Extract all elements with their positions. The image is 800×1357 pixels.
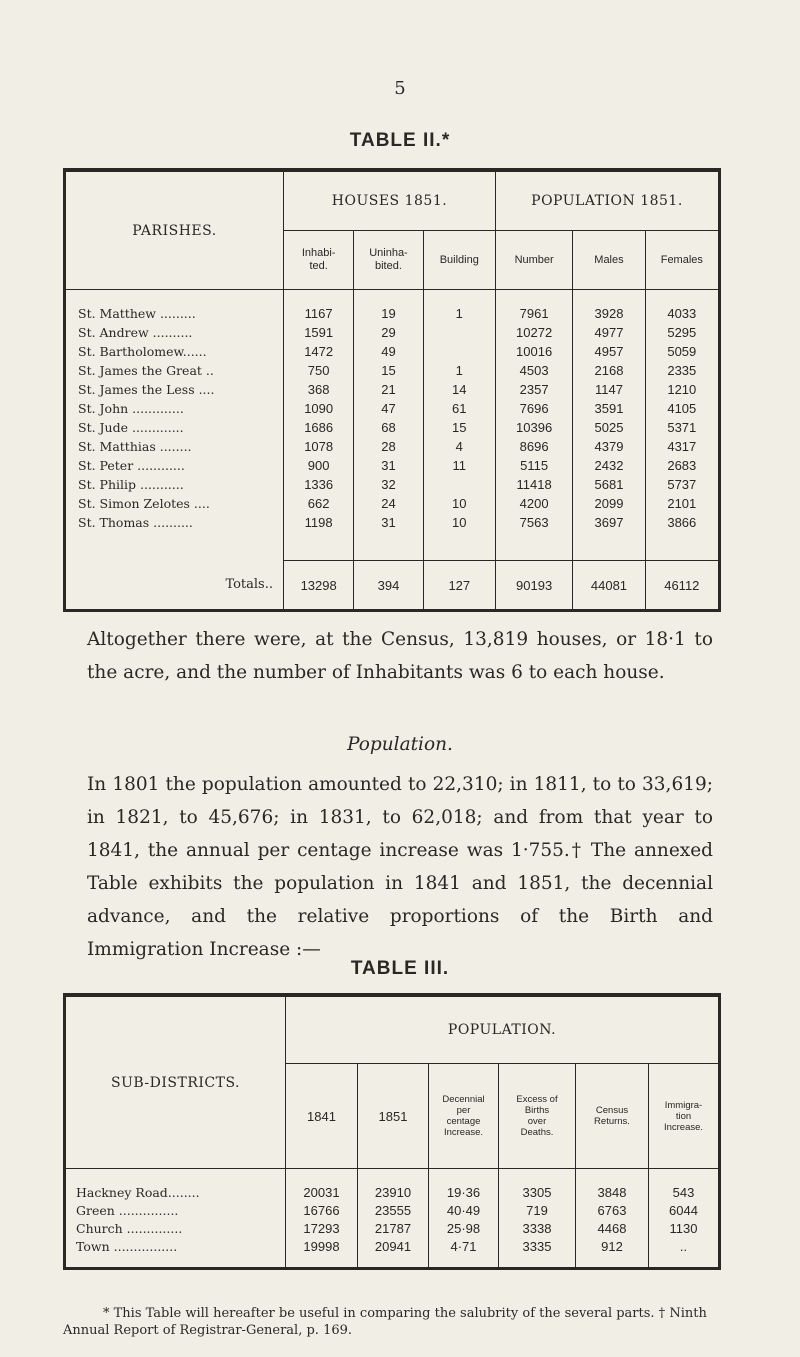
dot-leader: .......... xyxy=(148,325,193,340)
totals-cell: 394 xyxy=(354,561,423,611)
column-header: Uninha- bited. xyxy=(354,231,423,290)
dot-leader: ........ xyxy=(167,1184,200,1200)
column-header: Males xyxy=(573,231,645,290)
table-row xyxy=(65,1169,720,1202)
column-header: Excess of Births over Deaths. xyxy=(499,1064,576,1169)
dot-leader: ............ xyxy=(133,458,185,473)
census-paragraph: Altogether there were, at the Census, 13,819 houses, or 18·1 to the acre, and the number of Inhabitants was 6 to each house. xyxy=(87,629,713,683)
table-cell: 49 xyxy=(354,342,423,361)
row-label: St. James the Great xyxy=(78,363,202,378)
page-number: 5 xyxy=(394,78,406,99)
table-cell: 4379 xyxy=(573,437,645,456)
table-cell: 23555 xyxy=(358,1201,429,1219)
table-row xyxy=(65,323,720,342)
table-row xyxy=(65,380,720,399)
table-cell: 47 xyxy=(354,399,423,418)
table-cell: 7696 xyxy=(495,399,572,418)
table-cell: 4977 xyxy=(573,323,645,342)
table-row xyxy=(65,361,720,380)
parish-cell xyxy=(65,437,284,456)
totals-row xyxy=(65,561,720,611)
table-cell: 61 xyxy=(423,399,495,418)
table-cell: 4957 xyxy=(573,342,645,361)
table-cell: 1 xyxy=(423,290,495,324)
table-cell: 19·36 xyxy=(429,1169,499,1202)
dot-leader: ...... xyxy=(182,344,207,359)
totals-cell: 13298 xyxy=(284,561,354,611)
table-cell: 2099 xyxy=(573,494,645,513)
table-cell: 4033 xyxy=(667,306,697,321)
population-header: POPULATION. xyxy=(286,995,720,1064)
houses-header: HOUSES 1851. xyxy=(284,170,496,231)
row-label: St. Peter xyxy=(78,458,134,473)
totals-cell: 46112 xyxy=(645,561,719,611)
row-label: St. Jude xyxy=(78,420,128,435)
subdistrict-cell xyxy=(65,1237,286,1255)
table-row xyxy=(65,494,720,513)
table-cell: 21787 xyxy=(358,1219,429,1237)
subdistrict-cell xyxy=(65,1169,286,1202)
column-header: Females xyxy=(645,231,719,290)
dot-leader: ............. xyxy=(128,420,184,435)
row-label: St. Matthias xyxy=(78,439,156,454)
column-header: 1841 xyxy=(286,1064,358,1169)
table-iii xyxy=(63,993,721,1270)
footnote: * This Table will hereafter be useful in comparing the salubrity of the several parts. † Ninth Annual Report of Registrar-General, p. 169. xyxy=(63,1306,707,1338)
column-header: Decennial per centage Increase. xyxy=(429,1064,499,1169)
row-label: St. Thomas xyxy=(78,515,150,530)
table-cell xyxy=(423,323,495,342)
table-cell: 5681 xyxy=(573,475,645,494)
row-label: Green xyxy=(76,1202,115,1218)
table-cell: 1090 xyxy=(284,399,354,418)
table-cell: 1 xyxy=(423,361,495,380)
table-cell: 3591 xyxy=(573,399,645,418)
table-cell: 1686 xyxy=(284,418,354,437)
table-cell: 19998 xyxy=(286,1237,358,1255)
parish-cell xyxy=(65,361,284,380)
table-cell: 7961 xyxy=(495,290,572,324)
table-cell: 68 xyxy=(354,418,423,437)
parish-cell xyxy=(65,399,284,418)
row-label: St. Philip xyxy=(78,477,136,492)
table-cell: 10016 xyxy=(495,342,572,361)
parish-cell xyxy=(65,418,284,437)
totals-label: Totals.. xyxy=(65,561,284,611)
table-cell: 21 xyxy=(354,380,423,399)
column-header: Building xyxy=(423,231,495,290)
row-label: St. John xyxy=(78,401,129,416)
table-row xyxy=(65,437,720,456)
column-header: Number xyxy=(495,231,572,290)
dot-leader: .... xyxy=(189,496,210,511)
table-cell: 4468 xyxy=(576,1219,649,1237)
table-row xyxy=(65,1237,720,1255)
table-cell: 1198 xyxy=(284,513,354,532)
table-cell: 4200 xyxy=(495,494,572,513)
table-cell: 719 xyxy=(499,1201,576,1219)
dot-leader: .. xyxy=(201,363,214,378)
parish-cell xyxy=(65,513,284,532)
table-cell: 2335 xyxy=(667,363,697,378)
table-cell: 5115 xyxy=(495,456,572,475)
table-cell: 16766 xyxy=(286,1201,358,1219)
table-cell: 10 xyxy=(423,494,495,513)
parish-cell xyxy=(65,380,284,399)
table-row xyxy=(65,1219,720,1237)
table-cell: 1130 xyxy=(669,1220,698,1236)
table-cell: 14 xyxy=(423,380,495,399)
table-cell xyxy=(423,475,495,494)
table-cell: 29 xyxy=(354,323,423,342)
row-label: St. Simon Zelotes xyxy=(78,496,190,511)
population-heading: Population. xyxy=(347,734,453,755)
table-cell: 5295 xyxy=(667,325,697,340)
table-row xyxy=(65,456,720,475)
totals-cell: 127 xyxy=(423,561,495,611)
table-cell: 25·98 xyxy=(429,1219,499,1237)
table-cell: 2432 xyxy=(573,456,645,475)
parish-cell xyxy=(65,290,284,324)
table-cell: 4·71 xyxy=(429,1237,499,1255)
table-cell: 1472 xyxy=(284,342,354,361)
table-cell: 32 xyxy=(354,475,423,494)
table-cell: 20941 xyxy=(358,1237,429,1255)
row-label: St. Bartholomew xyxy=(78,344,183,359)
row-label: Church xyxy=(76,1220,123,1236)
dot-leader: .... xyxy=(194,382,215,397)
row-label: St. Matthew xyxy=(78,306,156,321)
parishes-header: PARISHES. xyxy=(65,170,284,290)
table-cell: 3338 xyxy=(499,1219,576,1237)
table-row xyxy=(65,399,720,418)
parish-cell xyxy=(65,456,284,475)
row-label: Hackney Road xyxy=(76,1184,168,1200)
table-cell: 8696 xyxy=(495,437,572,456)
dot-leader: ......... xyxy=(155,306,196,321)
table-cell: 15 xyxy=(354,361,423,380)
table-cell: 6763 xyxy=(576,1201,649,1219)
table-cell: 3928 xyxy=(573,290,645,324)
table-cell: 1210 xyxy=(667,382,697,397)
table-cell: 543 xyxy=(672,1184,695,1200)
table-cell: 1078 xyxy=(284,437,354,456)
table-row xyxy=(65,1201,720,1219)
parish-cell xyxy=(65,494,284,513)
row-label: St. James the Less xyxy=(78,382,195,397)
table-cell: 20031 xyxy=(286,1169,358,1202)
subdistrict-cell xyxy=(65,1201,286,1219)
table-cell: 24 xyxy=(354,494,423,513)
parish-cell xyxy=(65,475,284,494)
totals-cell: 90193 xyxy=(495,561,572,611)
table-row xyxy=(65,513,720,532)
dot-leader: ................ xyxy=(109,1238,178,1254)
table-row xyxy=(65,290,720,324)
table-cell: 10 xyxy=(423,513,495,532)
table-cell: 40·49 xyxy=(429,1201,499,1219)
table-cell: 5737 xyxy=(667,477,697,492)
parish-cell xyxy=(65,342,284,361)
table-cell: 750 xyxy=(284,361,354,380)
table-cell: 1336 xyxy=(284,475,354,494)
subdistricts-header: SUB-DISTRICTS. xyxy=(65,995,286,1169)
table-cell: 6044 xyxy=(669,1202,698,1218)
column-header: 1851 xyxy=(358,1064,429,1169)
row-label: St. Andrew xyxy=(78,325,149,340)
table-cell: 900 xyxy=(284,456,354,475)
table-cell: 3335 xyxy=(499,1237,576,1255)
table-cell: 3848 xyxy=(576,1169,649,1202)
dot-leader: .............. xyxy=(122,1220,183,1236)
table-cell: 2168 xyxy=(573,361,645,380)
table-cell: 3305 xyxy=(499,1169,576,1202)
dot-leader: ........... xyxy=(136,477,184,492)
table-cell: 17293 xyxy=(286,1219,358,1237)
table-cell: .. xyxy=(679,1238,688,1254)
table-cell: 5059 xyxy=(667,344,697,359)
table-cell xyxy=(423,342,495,361)
population-header: POPULATION 1851. xyxy=(495,170,719,231)
table-cell: 1147 xyxy=(573,380,645,399)
table-cell: 912 xyxy=(576,1237,649,1255)
totals-cell: 44081 xyxy=(573,561,645,611)
column-header: Census Returns. xyxy=(576,1064,649,1169)
table-cell: 3697 xyxy=(573,513,645,532)
table-cell: 11 xyxy=(423,456,495,475)
population-paragraph: In 1801 the population amounted to 22,310; in 1811, to to 33,619; in 1821, to 45,676; in 1831, to 62,018; and from that year to 1841, the annual per centage increase was 1·755.† The annexed Table exhibits the population in 1841 and 1851, the decennial advance, and the relative proportions of the Birth and Immigration Increase :— xyxy=(87,774,713,960)
table-row xyxy=(65,342,720,361)
dot-leader: ............... xyxy=(114,1202,179,1218)
table-cell: 2683 xyxy=(667,458,697,473)
table-cell: 7563 xyxy=(495,513,572,532)
table-cell: 5371 xyxy=(667,420,697,435)
table-cell: 5025 xyxy=(573,418,645,437)
table-cell: 662 xyxy=(284,494,354,513)
table-cell: 1591 xyxy=(284,323,354,342)
table-cell: 4 xyxy=(423,437,495,456)
table-cell: 31 xyxy=(354,513,423,532)
table-row xyxy=(65,475,720,494)
table-cell: 2357 xyxy=(495,380,572,399)
table-cell: 15 xyxy=(423,418,495,437)
dot-leader: .......... xyxy=(149,515,193,530)
table-cell: 368 xyxy=(284,380,354,399)
table-cell: 10272 xyxy=(495,323,572,342)
table-cell: 23910 xyxy=(358,1169,429,1202)
table-cell: 3866 xyxy=(667,515,697,530)
table-cell: 2101 xyxy=(667,496,697,511)
table-cell: 31 xyxy=(354,456,423,475)
table-cell: 10396 xyxy=(495,418,572,437)
dot-leader: ............. xyxy=(128,401,184,416)
column-header: Inhabi- ted. xyxy=(284,231,354,290)
table-row xyxy=(65,418,720,437)
table-cell: 4317 xyxy=(667,439,697,454)
table-cell: 28 xyxy=(354,437,423,456)
table-ii xyxy=(63,168,721,612)
dot-leader: ........ xyxy=(155,439,192,454)
row-label: Town xyxy=(76,1238,110,1254)
table-cell: 1167 xyxy=(284,290,354,324)
table-cell: 11418 xyxy=(495,475,572,494)
table-iii-title: TABLE III. xyxy=(350,958,450,979)
table-cell: 4503 xyxy=(495,361,572,380)
subdistrict-cell xyxy=(65,1219,286,1237)
table-cell: 4105 xyxy=(667,401,697,416)
column-header: Immigra- tion Increase. xyxy=(649,1064,720,1169)
table-cell: 19 xyxy=(354,290,423,324)
parish-cell xyxy=(65,323,284,342)
table-ii-title: TABLE II.* xyxy=(349,130,451,151)
